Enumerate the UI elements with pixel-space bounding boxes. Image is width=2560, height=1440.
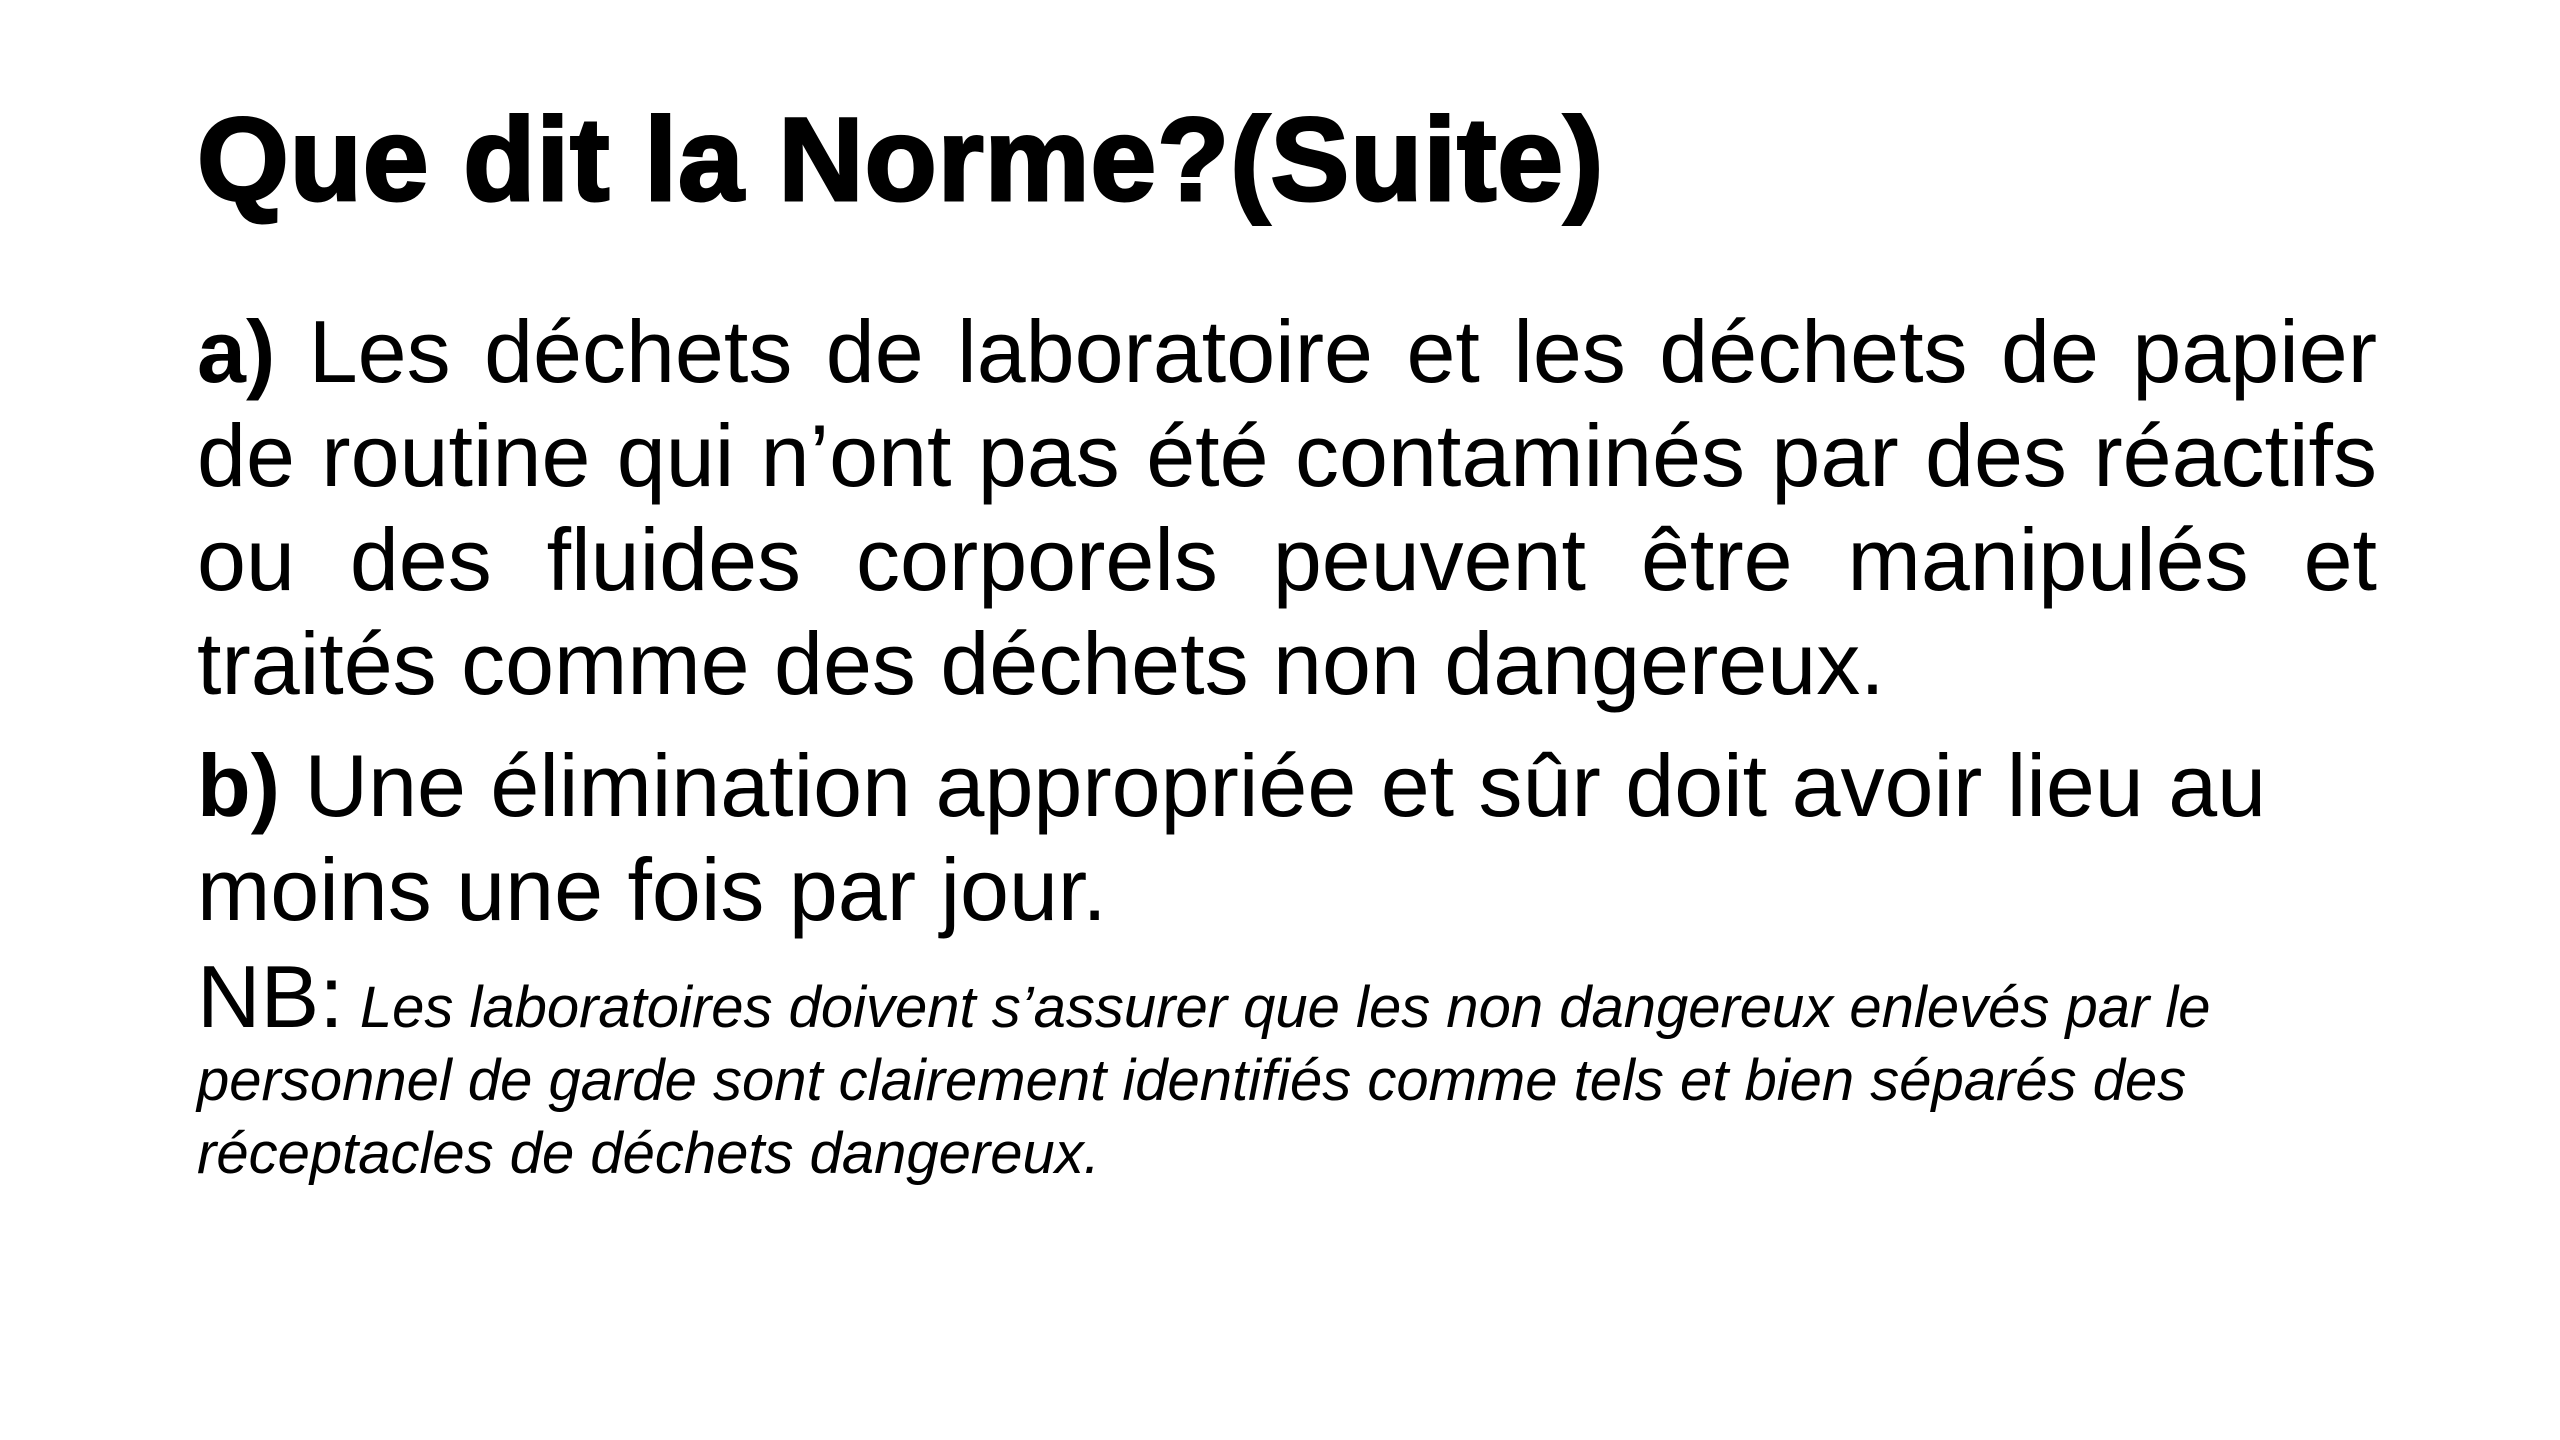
paragraph-b-marker: b)	[197, 736, 281, 835]
paragraph-a	[197, 300, 2377, 716]
paragraph-b-text: Une élimination appropriée et sûr doit avoir lieu au moins une fois par jour.	[197, 736, 2267, 939]
slide-title: Que dit la Norme?(Suite)	[197, 94, 1605, 226]
paragraph-b	[197, 734, 2377, 942]
note-block	[197, 947, 2377, 1190]
note-text: Les laboratoires doivent s’assurer que les non dangereux enlevés par le personnel de garde sont clairement identifiés comme tels et bien séparés des réceptacles de déchets dangereux.	[197, 975, 2211, 1186]
paragraph-a-text: Les déchets de laboratoire et les déchets de papier de routine qui n’ont pas été contaminés par des réactifs ou des fluides corporels peuvent être manipulés et traités comme des déchets non dangereux.	[197, 302, 2377, 713]
note-label: NB:	[197, 947, 344, 1046]
slide-body	[197, 300, 2377, 1190]
paragraph-a-marker: a)	[197, 302, 276, 401]
